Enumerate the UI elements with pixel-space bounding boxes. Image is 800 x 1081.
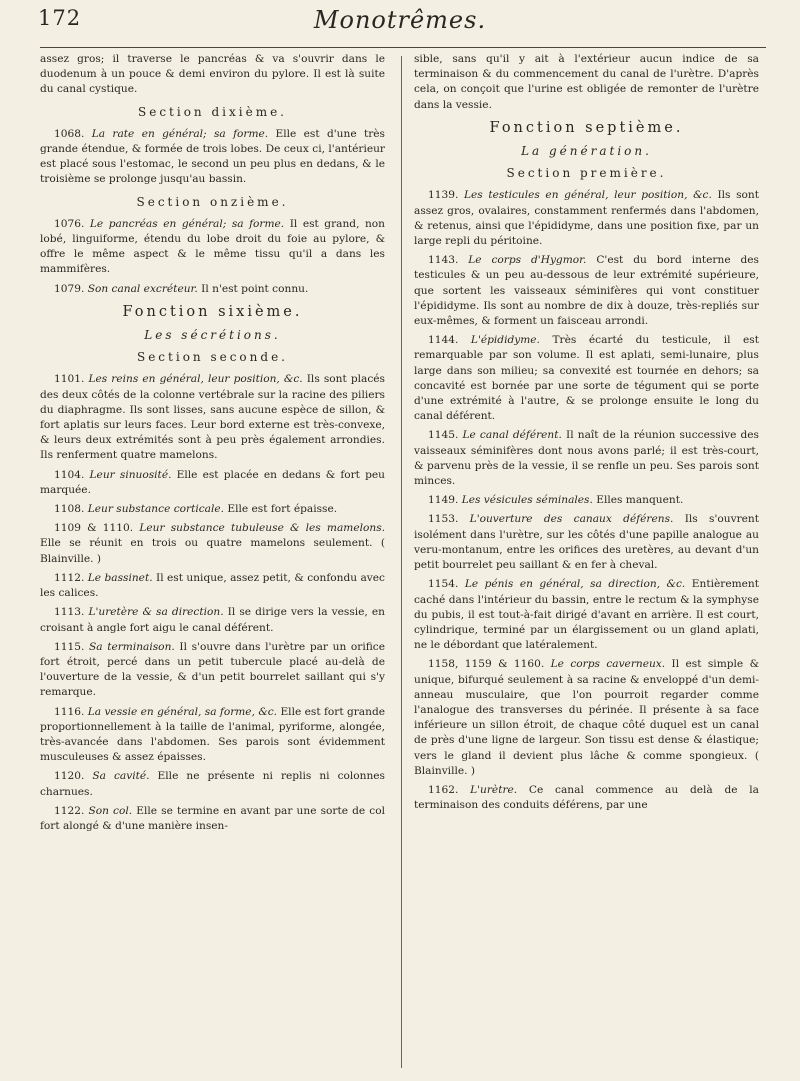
article-number: 1115. — [54, 640, 85, 653]
article-text: Il est simple & unique, bifurqué seulement à sa racine & enveloppé d'un demi-anneau musculaire, que l'on pourroit regarder comme l'analogue des transverses du périnée. Il présente à sa face inférieure un sillon étroit, de chaque côté duquel est un canal de près d'une ligne de largeur. Son tissu est dense & élastique; vers le gland il devient plus lâche & comme spongieux. ( Blainville. ) — [414, 658, 760, 777]
section-heading: Section seconde. — [136, 350, 288, 365]
article-text: Elle se réunit en trois ou quatre mamelons seulement. ( Blainville. ) — [40, 537, 385, 565]
paragraph — [40, 372, 385, 463]
paragraph — [414, 253, 759, 329]
article-title: Les vésicules séminales. — [461, 494, 593, 507]
paragraph — [414, 577, 759, 653]
article-number: 1149. — [428, 494, 459, 507]
paragraph — [40, 769, 385, 799]
left-column — [40, 52, 385, 838]
article-number: 1153. — [428, 513, 459, 526]
article-text: Ils sont placés des deux côtés de la colonne vertébrale sur la racine des piliers du diaphragme. Ils sont lisses, sans aucune espèce de sillon, & fort aplatis sur leurs faces. Leur bord externe est très-convexe, & leurs deux extrémités sont à peu près également arrondies. Ils renferment quatre mamelons. — [40, 373, 385, 462]
article-title: Sa cavité. — [92, 770, 150, 783]
paragraph — [40, 127, 385, 188]
article-number: 1116. — [54, 705, 85, 718]
section-heading: Section première. — [506, 166, 667, 181]
article-text: Elle ne présente ni replis ni colonnes charnues. — [40, 770, 385, 798]
article-title: Les testicules en général, leur position, &c. — [463, 189, 712, 202]
paragraph — [40, 804, 385, 834]
article-title: Le pénis en général, sa direction, &c. — [464, 578, 686, 591]
article-title: La rate en général; sa forme. — [91, 127, 269, 140]
article-text: Elle est placée en dedans & fort peu marquée. — [40, 468, 385, 496]
paragraph — [414, 783, 759, 813]
article-text: Elle se termine en avant par une sorte de col fort alongé & d'une manière insen- — [40, 804, 385, 832]
section-heading: Section dixième. — [138, 104, 287, 119]
article-number: 1154. — [428, 578, 459, 591]
paragraph — [40, 605, 385, 635]
paragraph — [40, 705, 385, 766]
subheading: Les sécrétions. — [144, 328, 281, 343]
article-number: 1068. — [54, 127, 85, 140]
subheading: La génération. — [521, 144, 652, 159]
article-number: 1158, 1159 & 1160. — [428, 658, 545, 671]
article-text: Il se dirige vers la vessie, en croisant à angle fort aigu le canal déférent. — [40, 606, 385, 634]
article-title: L'ouverture des canaux déférens. — [469, 513, 674, 526]
paragraph — [40, 502, 385, 517]
page-number: 172 — [38, 6, 82, 30]
article-number: 1076. — [54, 217, 85, 230]
header-rule — [40, 47, 766, 48]
article-title: Leur substance corticale. — [87, 503, 224, 516]
article-text: Ils s'ouvrent isolément dans l'urètre, sur les côtés d'une papille analogue au veru-montanum, entre les orifices des uretères, au devant d'un petit bourrelet peu saillant & en fer à cheval. — [414, 513, 759, 572]
fonction-heading: Fonction septième. — [489, 119, 684, 136]
article-title: Le bassinet. — [87, 571, 153, 584]
article-number: 1109 & 1110. — [54, 522, 134, 535]
paragraph — [40, 282, 385, 297]
paragraph — [414, 428, 759, 489]
article-number: 1162. — [428, 783, 459, 796]
article-title: Son col. — [88, 804, 133, 817]
article-text: Elle est fort grande proportionnellement à la taille de l'animal, pyriforme, alongée, très-avancée dans l'abdomen. Ses parois sont évidemment musculeuses & assez épaisses. — [40, 705, 385, 764]
article-text: Elle est d'une très grande étendue, & formée de trois lobes. De ceux ci, l'antérieur est placé sous l'estomac, le second un peu plus en dedans, & le troisième se prolonge jusqu'au bassin. — [40, 127, 385, 186]
paragraph — [40, 468, 385, 498]
paragraph — [414, 657, 759, 779]
article-number: 1120. — [54, 770, 85, 783]
paragraph — [40, 521, 385, 567]
article-text: Ils sont assez gros, ovalaires, constamment renfermés dans l'abdomen, & retenus, ainsi que l'épididyme, dans une position fixe, par un large repli du péritoine. — [414, 189, 760, 248]
article-text: Il naît de la réunion successive des vaisseaux séminifères dont nous avons parlé; il est très-court, & parvenu près de la vessie, il se renfle un peu. Ses parois sont minces. — [414, 429, 759, 488]
article-text: Entièrement caché dans l'intérieur du bassin, entre le rectum & la symphyse du pubis, il est tout-à-fait dirigé d'avant en arrière. Il est court, cylindrique, terminé par un élargissement ou un gland aplati, ne le débordant que latéralement. — [414, 578, 759, 652]
article-text: Elles manquent. — [592, 494, 684, 507]
article-number: 1101. — [54, 373, 85, 386]
article-number: 1144. — [428, 334, 459, 347]
article-title: Le corps caverneux. — [550, 658, 666, 671]
article-text: Il n'est point connu. — [197, 282, 309, 295]
article-number: 1079. — [54, 282, 85, 295]
section-heading: Section onzième. — [136, 194, 289, 209]
article-number: 1143. — [428, 254, 459, 267]
paragraph — [40, 217, 385, 278]
article-number: 1139. — [428, 189, 459, 202]
column-divider — [401, 56, 402, 1068]
article-title: Sa terminaison. — [88, 640, 175, 653]
article-number: 1122. — [54, 804, 85, 817]
article-number: 1108. — [54, 503, 85, 516]
article-text: Il s'ouvre dans l'urètre par un orifice fort étroit, percé dans un petit tubercule placé au-delà de l'ouverture de la vessie, & d'un petit bourrelet saillant qui s'y remarque. — [40, 640, 386, 699]
article-text: Très écarté du testicule, il est remarquable par son volume. Il est aplati, semi-lunaire, plus large dans son milieu; sa convexité est tournée en dehors; sa concavité est bornée par une sorte de tégument qui se porte d'une extrémité à l'autre, & se prolonge ensuite le long du canal déférent. — [414, 334, 759, 423]
paragraph — [414, 333, 759, 424]
article-title: Leur sinuosité. — [89, 468, 172, 481]
article-title: Les reins en général, leur position, &c. — [88, 373, 303, 386]
article-title: Le pancréas en général; sa forme. — [89, 217, 285, 230]
article-text: C'est du bord interne des testicules & un peu au-dessous de leur extrémité supérieure, que sortent les vaisseaux séminifères qui vont constituer l'épididyme. Ils sont au nombre de dix à douze, très-repliés sur eux-mêmes, & forment un faisceau arrondi. — [414, 254, 759, 328]
paragraph: assez gros; il traverse le pancréas & va s'ouvrir dans le duodenum à un pouce & demi environ du pylore. Il est là suite du canal cystique. — [40, 53, 385, 96]
running-title: Monotrêmes. — [313, 6, 487, 34]
paragraph: sible, sans qu'il y ait à l'extérieur aucun indice de sa terminaison & du commencement du canal de l'urètre. D'après cela, on conçoit que l'urine est obligée de remonter de l'urètre dans la vessie. — [414, 53, 759, 111]
paragraph — [414, 188, 759, 249]
article-title: La vessie en général, sa forme, &c. — [87, 705, 278, 718]
article-text: Elle est fort épaisse. — [224, 503, 338, 516]
article-title: Le canal déférent. — [462, 429, 562, 442]
article-number: 1145. — [428, 429, 459, 442]
article-title: Son canal excréteur. — [87, 282, 198, 295]
article-title: L'épididyme. — [470, 334, 540, 347]
fonction-heading: Fonction sixième. — [122, 303, 303, 320]
article-title: L'uretère & sa direction. — [88, 606, 224, 619]
article-title: Leur substance tubuleuse & les mamelons. — [139, 522, 386, 535]
article-number: 1113. — [54, 606, 85, 619]
article-number: 1112. — [54, 571, 85, 584]
article-number: 1104. — [54, 468, 85, 481]
article-text: Il est unique, assez petit, & confondu avec les calices. — [40, 571, 385, 600]
paragraph — [414, 512, 759, 573]
article-text: Ce canal commence au delà de la terminaison des conduits déférens, par une — [414, 783, 759, 812]
paragraph — [40, 640, 385, 701]
article-title: L'urètre. — [470, 783, 518, 796]
article-text: Il est grand, non lobé, linguiforme, étendu du lobe droit du foie au pylore, & offre le même aspect & le même tissu qu'il a dans les mammifères. — [40, 217, 386, 276]
paragraph — [414, 493, 759, 508]
article-title: Le corps d'Hygmor. — [468, 254, 587, 267]
right-column — [414, 52, 759, 817]
page-header — [0, 0, 800, 48]
paragraph — [40, 571, 385, 601]
